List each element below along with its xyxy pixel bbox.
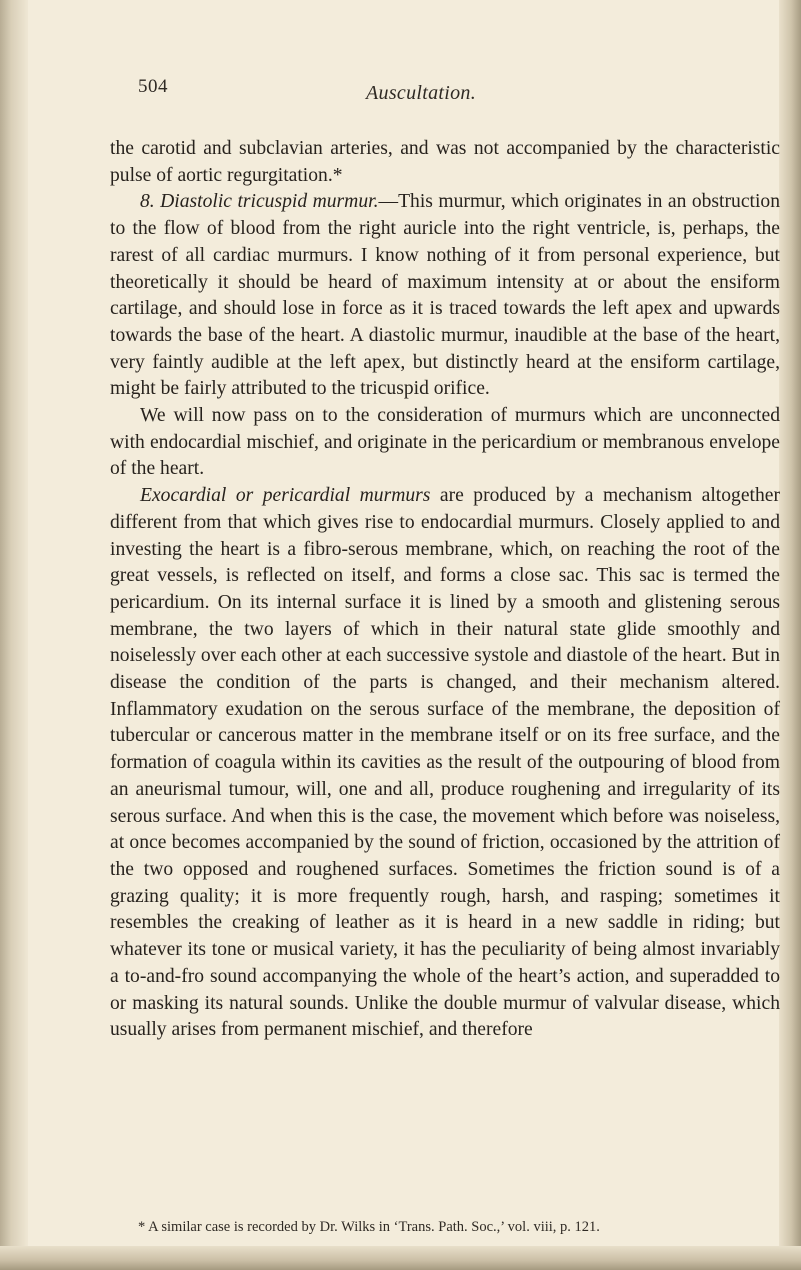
paragraph-2 [110,189,780,403]
binding-gutter [0,0,28,1270]
page-edge-bottom [0,1246,801,1270]
footnote: * A similar case is recorded by Dr. Wilks in ‘Trans. Path. Soc.,’ vol. viii, p. 121. [138,1219,600,1235]
paragraph-text: —This murmur, which originates in an obstruction to the flow of blood from the right auricle into the right ventricle, is, perhaps, the rarest of all cardiac murmurs. I know nothing of it from personal experience, but theoretically it should be heard of maximum intensity at or about the ensiform cartilage, and should lose in force as it is traced towards the left apex and upwards towards the base of the heart. A diastolic murmur, inaudible at the base of the heart, very faintly audible at the left apex, but distinctly heard at the ensiform cartilage, might be fairly attributed to the tricuspid orifice. [110,191,780,400]
section-heading-exocardial-murmurs: Exocardial or pericardial murmurs [140,485,431,507]
paragraph-1 [110,136,780,189]
paragraph-text: the carotid and subclavian arteries, and was not accompanied by the characteristic pulse of aortic regurgitation.* [110,138,780,186]
paragraph-text: are produced by a mechanism altogether different from that which gives rise to endocardial murmurs. Closely applied to and investing the heart is a fibro-serous membrane, which, on reaching the root of the great vessels, is reflected on itself, and forms a close sac. This sac is termed the pericardium. On its internal surface it is lined by a smooth and glistening serous membrane, the two layers of which in their natural state glide smoothly and noiselessly over each other at each successive systole and diastole of the heart. But in disease the condition of the parts is changed, and their mechanism altered. Inflammatory exudation on the serous surface of the membrane, the deposition of tubercular or cancerous matter in the membrane itself or on its free surface, and the formation of coagula within its cavities as the result of the outpouring of blood from an aneurismal tumour, will, one and all, produce roughening and irregularity of its serous surface. And when this is the case, the movement which before was noiseless, at once becomes accompanied by the sound of friction, occasioned by the attrition of the two opposed and roughened surfaces. Sometimes the friction sound is of a grazing quality; it is more frequently rough, harsh, and rasping; sometimes it resembles the creaking of leather as it is heard in a new saddle in riding; but whatever its tone or musical variety, it has the peculiarity of being almost invariably a to-and-fro sound accompanying the whole of the heart’s action, and superadded to or masking its natural sounds. Unlike the double murmur of valvular disease, which usually arises from permanent mischief, and therefore [110,485,781,1041]
section-heading-diastolic-tricuspid: 8. Diastolic tricuspid murmur. [140,191,379,213]
running-title: Auscultation. [366,82,477,104]
paragraph-text: We will now pass on to the consideration of murmurs which are unconnected with endocardial mischief, and originate in the pericardium or membranous envelope of the heart. [110,405,780,480]
body-text [110,136,780,1044]
running-header [138,76,778,112]
paragraph-4 [110,483,780,1044]
page-number: 504 [138,76,168,97]
paragraph-3 [110,403,780,483]
page-edge-right [779,0,801,1270]
